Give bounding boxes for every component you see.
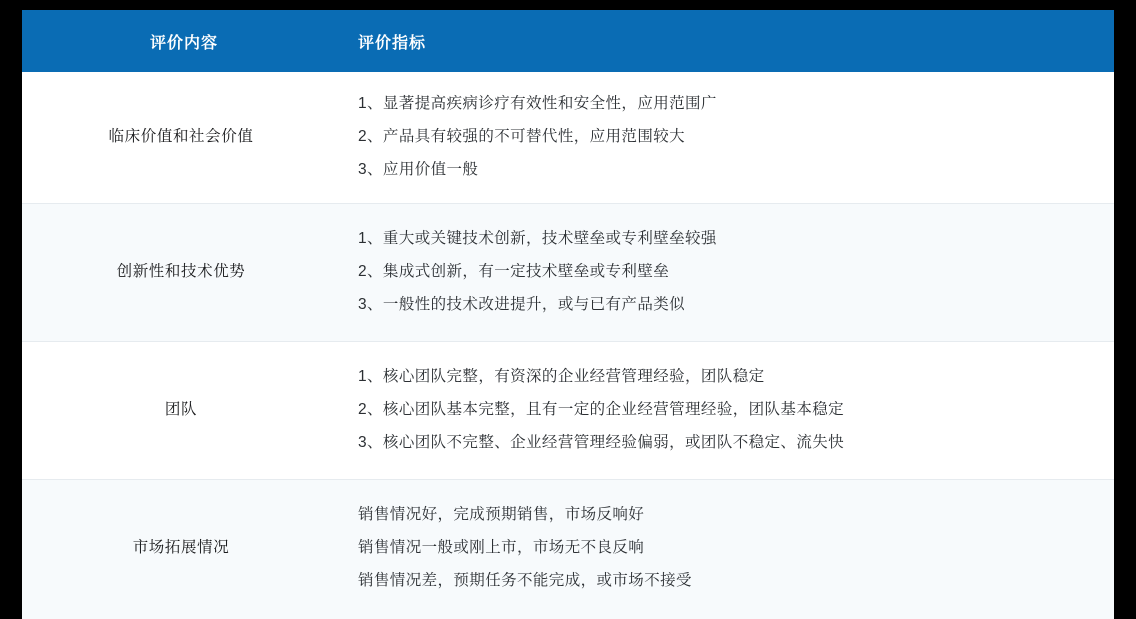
column-header-content-label: 评价内容 (150, 34, 219, 52)
row-indicator-list (340, 483, 1114, 614)
indicator-line: 3、一般性的技术改进提升，或与已有产品类似 (358, 295, 686, 313)
indicator-line: 1、核心团队完整，有资深的企业经营管理经验，团队稳定 (358, 367, 765, 385)
row-indicator-cell (340, 479, 1114, 617)
row-content-label: 团队 (164, 400, 198, 418)
table-header (22, 10, 1114, 72)
table-bottom-padding (22, 600, 1114, 619)
row-content-cell (22, 479, 340, 617)
row-indicator-cell (340, 72, 1114, 203)
row-content-label: 临床价值和社会价值 (108, 127, 254, 145)
table-row (22, 203, 1114, 341)
indicator-line: 销售情况好，完成预期销售，市场反响好 (358, 505, 645, 523)
row-content-cell (22, 341, 340, 479)
indicator-line: 3、核心团队不完整、企业经营管理经验偏弱，或团队不稳定、流失快 (358, 433, 845, 451)
table-body (22, 72, 1114, 617)
column-header-content (22, 10, 340, 72)
table-header-row (22, 10, 1114, 72)
indicator-line: 销售情况一般或刚上市，市场无不良反响 (358, 538, 645, 556)
column-header-indicator-label: 评价指标 (358, 34, 427, 52)
page-margin-top (0, 0, 1136, 10)
table-row (22, 341, 1114, 479)
row-content-cell (22, 203, 340, 341)
row-indicator-list (340, 72, 1114, 203)
row-content-label: 市场拓展情况 (132, 538, 230, 556)
row-content-label: 创新性和技术优势 (116, 262, 246, 280)
row-indicator-cell (340, 341, 1114, 479)
row-indicator-cell (340, 203, 1114, 341)
table-row (22, 72, 1114, 203)
indicator-line: 2、产品具有较强的不可替代性，应用范围较大 (358, 127, 686, 145)
indicator-line: 1、重大或关键技术创新，技术壁垒或专利壁垒较强 (358, 229, 717, 247)
indicator-line: 1、显著提高疾病诊疗有效性和安全性，应用范围广 (358, 95, 717, 112)
row-indicator-list (340, 207, 1114, 338)
column-header-indicator (340, 10, 1114, 72)
row-indicator-list (340, 345, 1114, 476)
indicator-line: 2、核心团队基本完整，且有一定的企业经营管理经验，团队基本稳定 (358, 400, 845, 418)
page-margin-right (1114, 0, 1136, 619)
indicator-line: 2、集成式创新，有一定技术壁垒或专利壁垒 (358, 262, 670, 280)
indicator-line: 销售情况差，预期任务不能完成，或市场不接受 (358, 571, 692, 589)
table-row (22, 479, 1114, 617)
evaluation-table (22, 10, 1114, 617)
page-margin-left (0, 0, 22, 619)
row-content-cell (22, 72, 340, 203)
evaluation-table-container (22, 10, 1114, 617)
indicator-line: 3、应用价值一般 (358, 160, 479, 178)
